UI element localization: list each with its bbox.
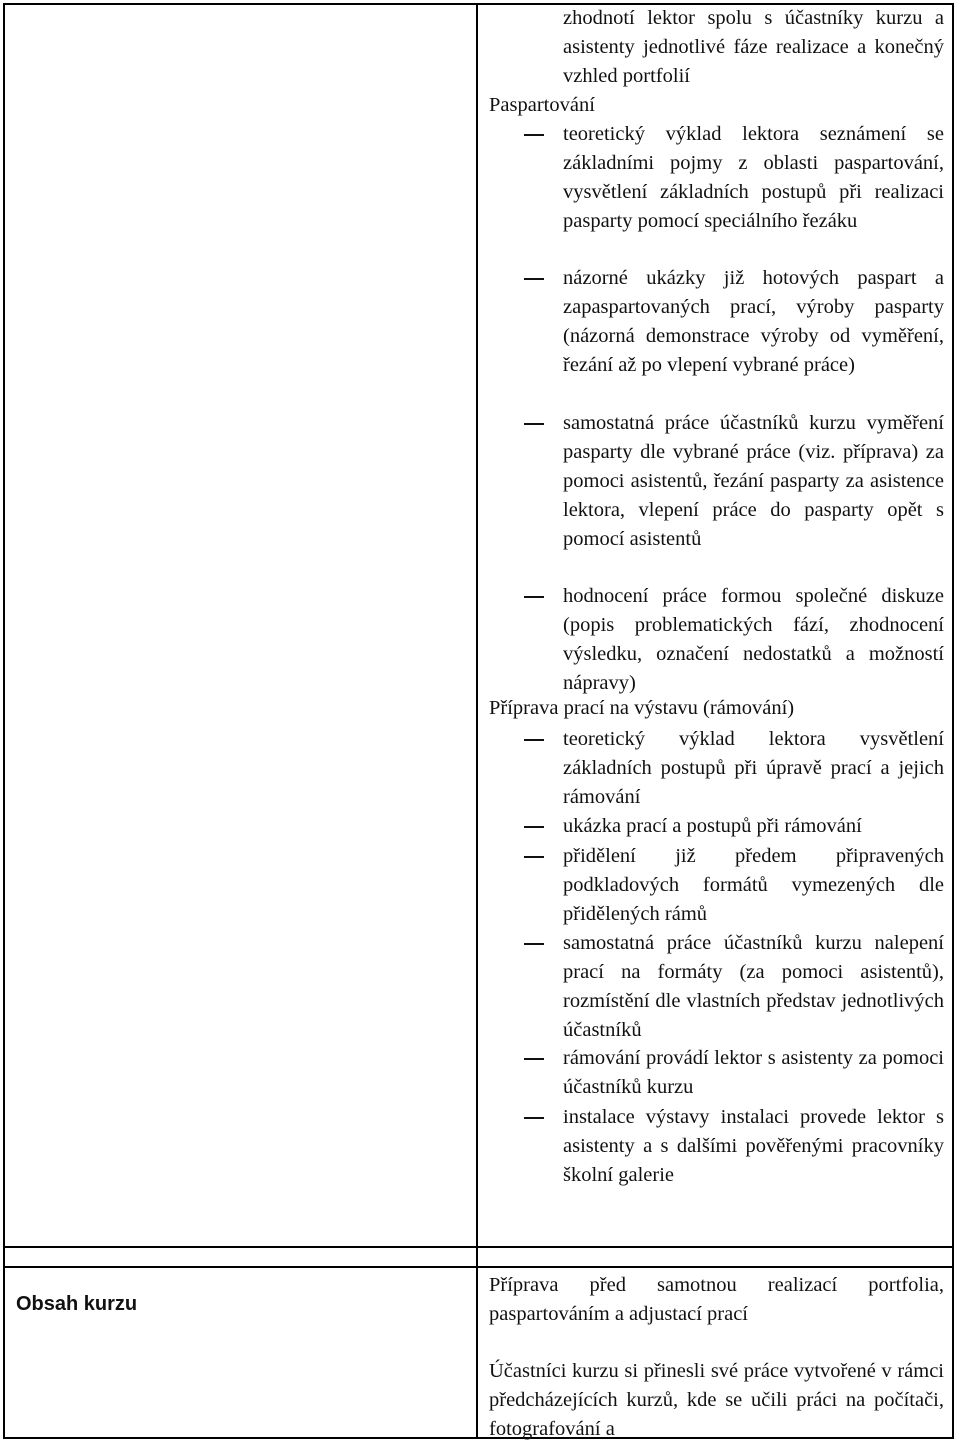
section-heading-ramovani: Příprava prací na výstavu (rámování) bbox=[489, 697, 795, 719]
row-divider-bottom bbox=[3, 1266, 954, 1268]
list-item: teoretický výklad lektora seznámení se základními pojmy z oblasti paspartování, vysvětlení základních postupů při realizaci pasparty pomocí speciálního řezáku bbox=[524, 120, 944, 236]
list-item: názorné ukázky již hotových paspart a zapaspartovaných prací, výroby pasparty (názorná demonstrace výroby od vyměření, řezání až po vlepení vybrané práce) bbox=[524, 264, 944, 380]
dash-bullet bbox=[524, 856, 544, 858]
list-item: instalace výstavy instalaci provede lektor s asistenty a s dalšími pověřenými pracovníky školní galerie bbox=[524, 1103, 944, 1190]
table-border-right bbox=[952, 3, 954, 1439]
dash-bullet bbox=[524, 1058, 544, 1060]
course-content-paragraph: Příprava před samotnou realizací portfolia, paspartováním a adjustací prací bbox=[489, 1274, 944, 1325]
dash-bullet bbox=[524, 278, 544, 280]
dash-bullet bbox=[524, 423, 544, 425]
dash-bullet bbox=[524, 739, 544, 741]
dash-bullet bbox=[524, 596, 544, 598]
list-item: samostatná práce účastníků kurzu vyměření pasparty dle vybrané práce (viz. příprava) za pomoci asistentů, řezání pasparty za asistence lektora, vlepení práce do pasparty opět s pomocí asistentů bbox=[524, 409, 944, 554]
dash-bullet bbox=[524, 134, 544, 136]
list-item: ukázka prací a postupů při rámování bbox=[524, 812, 944, 841]
course-content-paragraph: Účastníci kurzu si přinesli své práce vytvořené v rámci předcházejících kurzů, kde se učili práci na počítači, fotografování a bbox=[489, 1360, 944, 1440]
list-item: teoretický výklad lektora vysvětlení základních postupů při úpravě prací a jejich rámování bbox=[524, 725, 944, 812]
column-divider bbox=[476, 3, 478, 1439]
list-item: přidělení již předem připravených podkladových formátů vymezených dle přidělených rámů bbox=[524, 842, 944, 929]
list-item: rámování provádí lektor s asistenty za pomoci účastníků kurzu bbox=[524, 1044, 944, 1102]
table-border-left bbox=[3, 3, 5, 1439]
list-item: samostatná práce účastníků kurzu nalepení prací na formáty (za pomoci asistentů), rozmístění dle vlastních představ jednotlivých účastníků bbox=[524, 929, 944, 1045]
intro-paragraph: zhodnotí lektor spolu s účastníky kurzu a asistenty jednotlivé fáze realizace a konečný vzhled portfolií bbox=[563, 7, 944, 87]
dash-bullet bbox=[524, 826, 544, 828]
course-content-label: Obsah kurzu bbox=[16, 1293, 138, 1315]
section-heading-paspartovani: Paspartování bbox=[489, 94, 595, 116]
dash-bullet bbox=[524, 943, 544, 945]
dash-bullet bbox=[524, 1117, 544, 1119]
row-divider-top bbox=[3, 1246, 954, 1248]
list-item: hodnocení práce formou společné diskuze (popis problematických fází, zhodnocení výsledku, označení nedostatků a možností nápravy) bbox=[524, 582, 944, 698]
